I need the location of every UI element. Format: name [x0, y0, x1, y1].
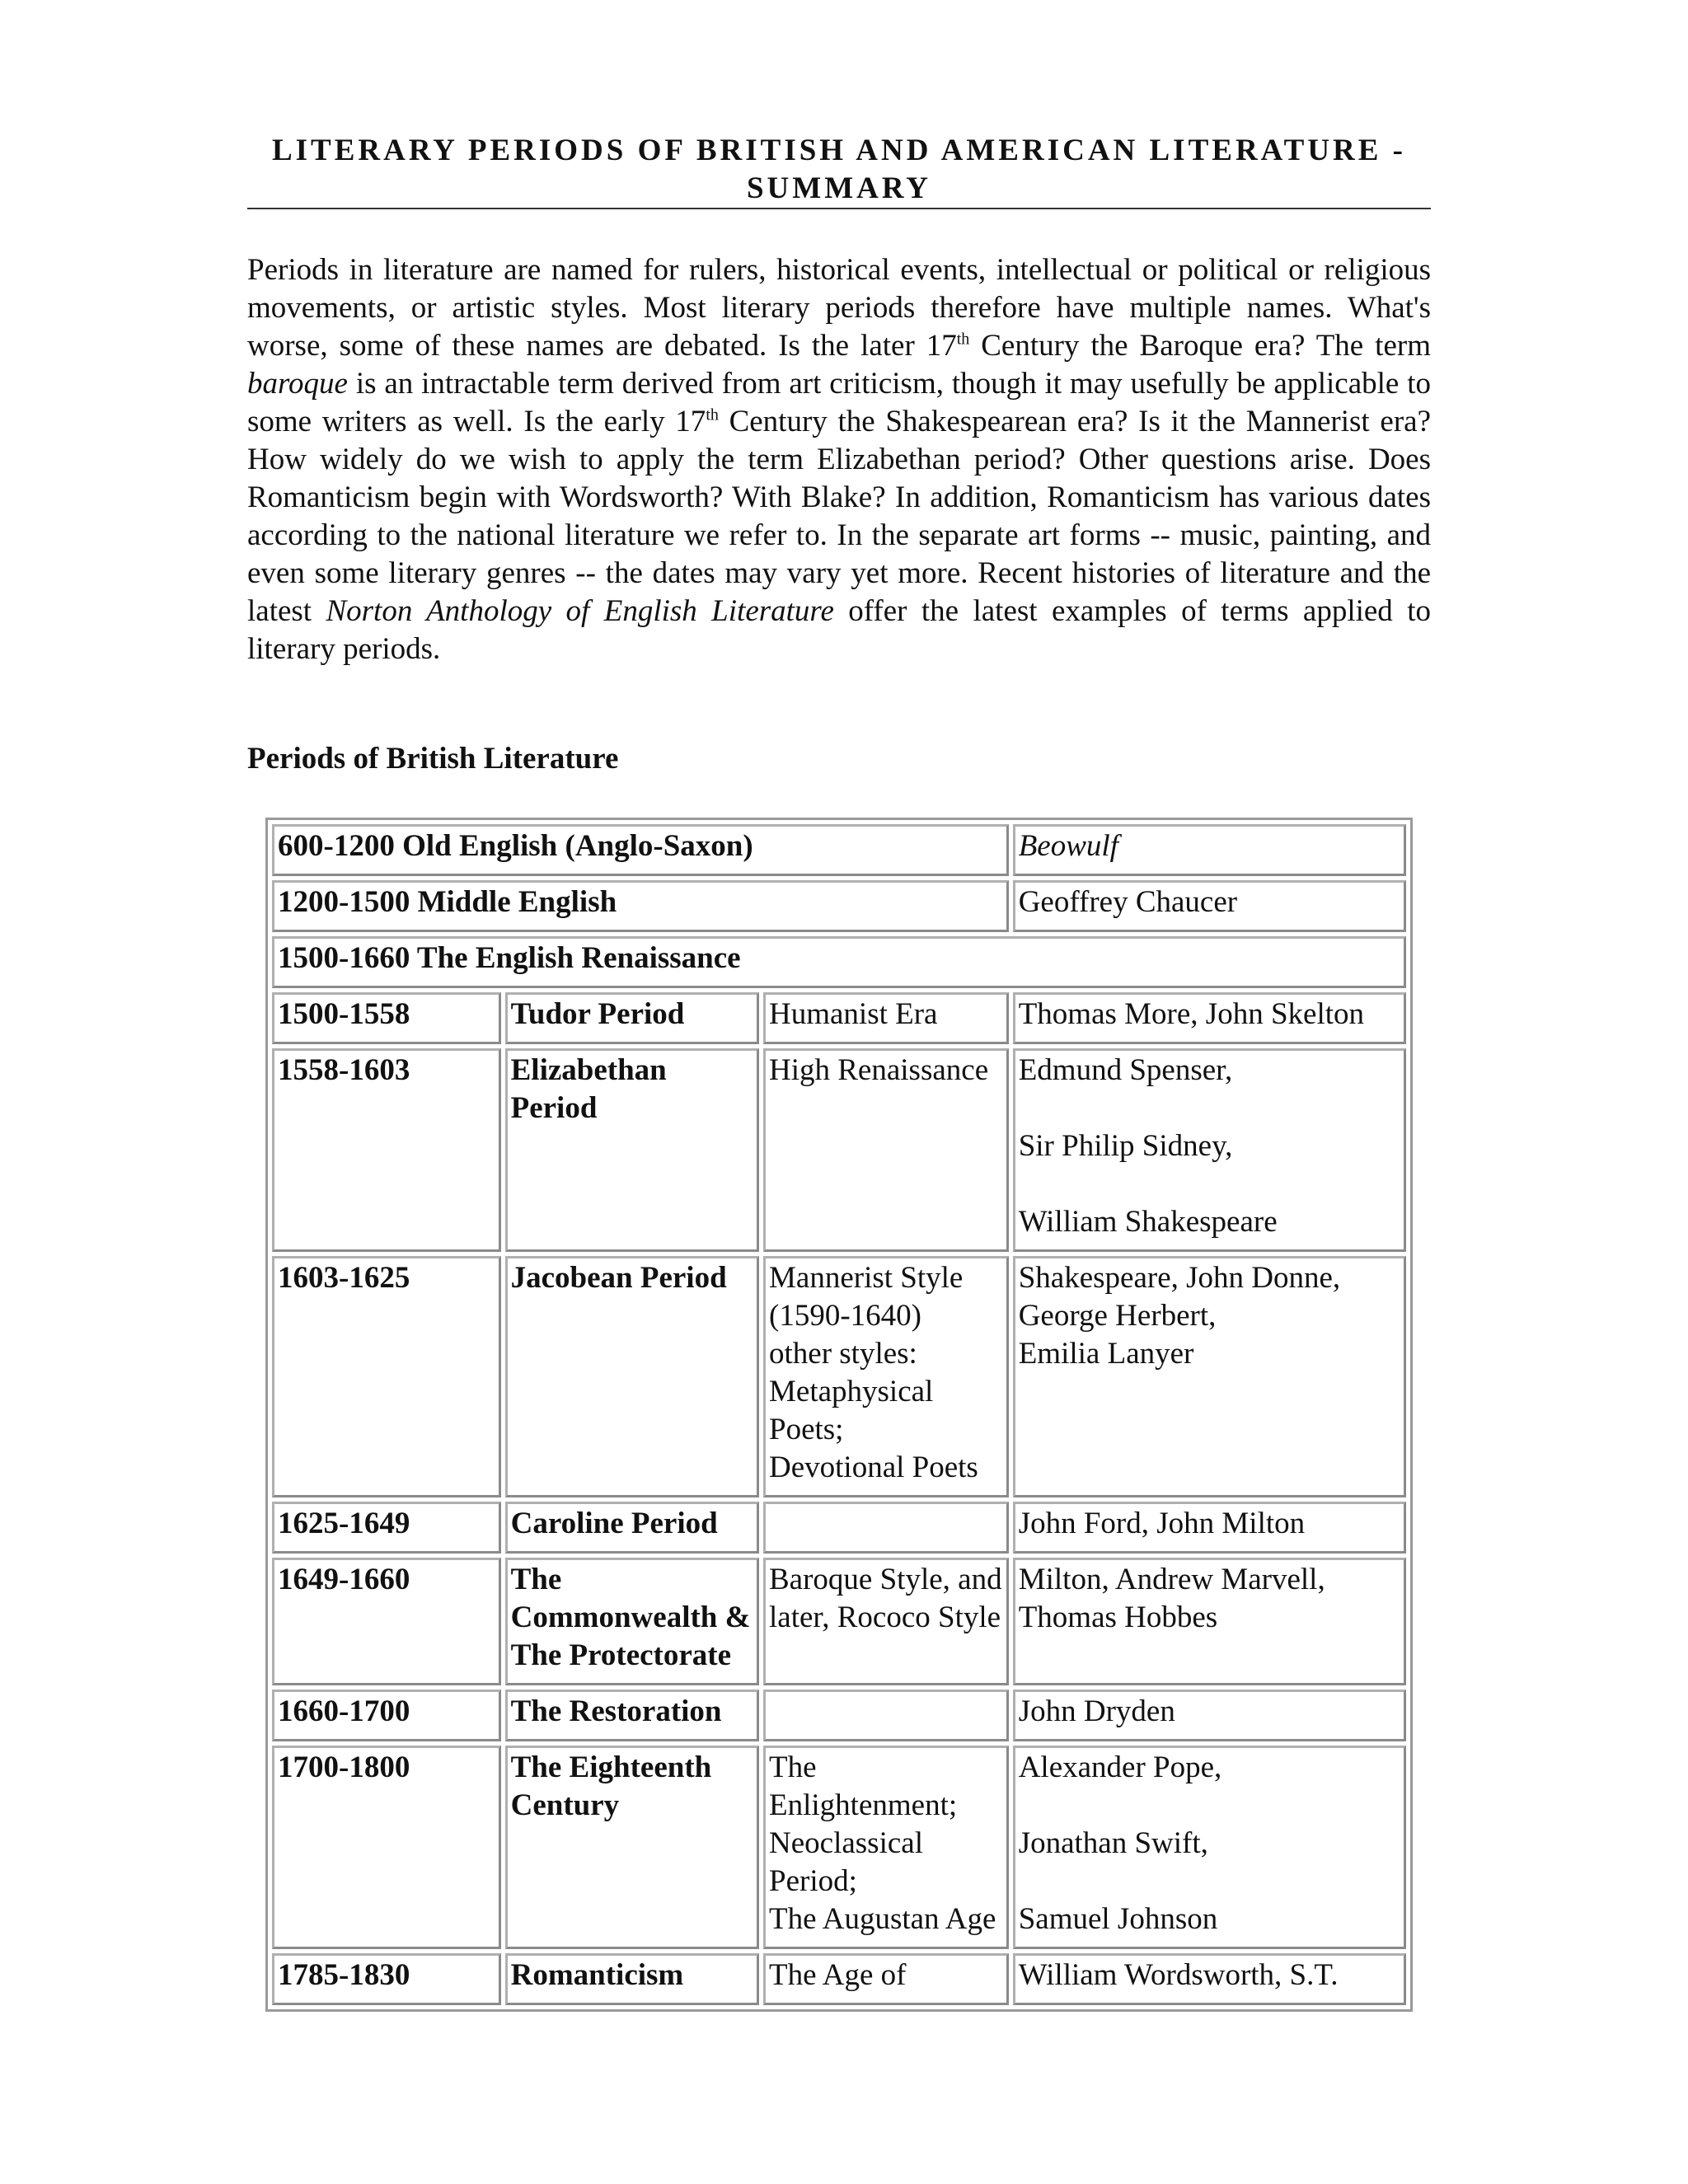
author-line: Edmund Spenser,: [1018, 1053, 1233, 1087]
authors-cell: [1013, 1256, 1406, 1497]
authors-cell: [1013, 1502, 1406, 1554]
section-heading-british: Periods of British Literature: [247, 742, 619, 776]
table-row-old-english: [272, 824, 1406, 876]
author-line: William Shakespeare: [1018, 1205, 1278, 1239]
period-cell-renaissance: 1500-1660 The English Renaissance: [272, 936, 1406, 988]
date-cell: 1500-1558: [272, 992, 501, 1044]
title-divider: [247, 208, 1431, 209]
authors-cell: [1013, 1746, 1406, 1949]
date-cell: 1700-1800: [272, 1746, 501, 1949]
style-line: The Enlightenment;: [769, 1750, 958, 1822]
period-name-cell: Elizabethan Period: [505, 1048, 759, 1252]
date-cell: 1625-1649: [272, 1502, 501, 1554]
table-row: [272, 1256, 1406, 1497]
period-name-cell: Romanticism: [505, 1953, 759, 2005]
author-line: Alexander Pope,: [1018, 1750, 1222, 1784]
style-cell: [763, 1953, 1009, 2005]
authors-cell: [1013, 992, 1406, 1044]
date-cell: 1603-1625: [272, 1256, 501, 1497]
author-line: John Ford, John Milton: [1018, 1507, 1306, 1540]
period-name-cell: The Eighteenth Century: [505, 1746, 759, 1949]
style-cell: [763, 1558, 1009, 1685]
authors-cell: [1013, 1558, 1406, 1685]
style-line: Devotional Poets: [769, 1451, 978, 1484]
author-cell-old-english: Beowulf: [1013, 824, 1406, 876]
style-line: other styles: Metaphysical Poets;: [769, 1337, 934, 1446]
style-line: Baroque Style, and later, Rococo Style: [769, 1563, 1002, 1634]
period-cell-middle-english: 1200-1500 Middle English: [272, 880, 1009, 932]
author-line: Shakespeare, John Donne,: [1018, 1261, 1341, 1295]
style-line: The Age of: [769, 1958, 907, 1992]
period-name-cell: Caroline Period: [505, 1502, 759, 1554]
author-line: George Herbert,: [1018, 1299, 1217, 1333]
intro-text-1: Periods in literature are named for rulers, historical events, intellectual or political or religious movements, or artistic styles. Most literary periods therefore have multiple names. What's worse, some of these names are debated. Is the later 17: [247, 253, 1431, 363]
intro-italic-norton: Norton Anthology of English Literature: [326, 594, 834, 628]
table-row: [272, 1746, 1406, 1949]
style-cell: [763, 1502, 1009, 1554]
period-cell-old-english: 600-1200 Old English (Anglo-Saxon): [272, 824, 1009, 876]
intro-text-4: Century the Shakespearean era? Is it the Mannerist era? How widely do we wish to apply the term Elizabethan period? Other questions arise. Does Romanticism begin with Wordsworth? With Blake? In addition, Romanticism has various dates according to the national literature we refer to. In the separate art forms -- music, painting, and even some literary genres -- the dates may vary yet more. Recent histories of literature and the latest: [247, 405, 1431, 628]
intro-text-2: Century the Baroque era? The term: [969, 329, 1431, 363]
author-line: Milton, Andrew Marvell,: [1018, 1563, 1325, 1596]
authors-cell: [1013, 1048, 1406, 1252]
author-cell-middle-english: Geoffrey Chaucer: [1013, 880, 1406, 932]
author-line: William Wordsworth, S.T.: [1018, 1958, 1339, 1992]
intro-text-5: offer the latest examples of terms applied to literary periods.: [247, 594, 1431, 666]
table-row: [272, 1953, 1406, 2005]
style-cell: [763, 1690, 1009, 1741]
authors-cell: [1013, 1690, 1406, 1741]
style-line: Neoclassical Period;: [769, 1826, 923, 1898]
table-row: [272, 1558, 1406, 1685]
author-line: Sir Philip Sidney,: [1018, 1129, 1233, 1163]
date-cell: 1558-1603: [272, 1048, 501, 1252]
author-line: Thomas More, John Skelton: [1018, 997, 1365, 1031]
date-cell: 1660-1700: [272, 1690, 501, 1741]
intro-paragraph: [247, 251, 1431, 668]
style-line: Humanist Era: [769, 997, 938, 1031]
date-cell: 1649-1660: [272, 1558, 501, 1685]
superscript-th-2: th: [706, 405, 719, 424]
document-title: LITERARY PERIODS OF BRITISH AND AMERICAN LITERATURE - SUMMARY: [271, 134, 1407, 205]
table-row-middle-english: [272, 880, 1406, 932]
style-line: Mannerist Style (1590-1640): [769, 1261, 964, 1333]
style-cell: [763, 992, 1009, 1044]
table-row: [272, 1048, 1406, 1252]
author-line: Samuel Johnson: [1018, 1902, 1218, 1936]
british-periods-table: [265, 818, 1413, 2012]
authors-cell: [1013, 1953, 1406, 2005]
period-name-cell: Jacobean Period: [505, 1256, 759, 1497]
table-row: [272, 1502, 1406, 1554]
author-line: Thomas Hobbes: [1018, 1601, 1218, 1634]
period-name-cell: The Commonwealth & The Protectorate: [505, 1558, 759, 1685]
author-line: Emilia Lanyer: [1018, 1337, 1194, 1371]
period-name-cell: The Restoration: [505, 1690, 759, 1741]
style-line: High Renaissance: [769, 1053, 989, 1087]
intro-italic-baroque: baroque: [247, 367, 348, 401]
table-row: [272, 992, 1406, 1044]
style-cell: [763, 1746, 1009, 1949]
style-line: The Augustan Age: [769, 1902, 996, 1936]
period-name-cell: Tudor Period: [505, 992, 759, 1044]
date-cell: 1785-1830: [272, 1953, 501, 2005]
superscript-th-1: th: [956, 330, 970, 349]
table-row-renaissance: [272, 936, 1406, 988]
intro-text-3: is an intractable term derived from art criticism, though it may usefully be applicable to some writers as well. Is the early 17: [247, 367, 1431, 438]
table-row: [272, 1690, 1406, 1741]
style-cell: [763, 1256, 1009, 1497]
author-line: John Dryden: [1018, 1694, 1175, 1728]
style-cell: [763, 1048, 1009, 1252]
author-line: Jonathan Swift,: [1018, 1826, 1208, 1860]
